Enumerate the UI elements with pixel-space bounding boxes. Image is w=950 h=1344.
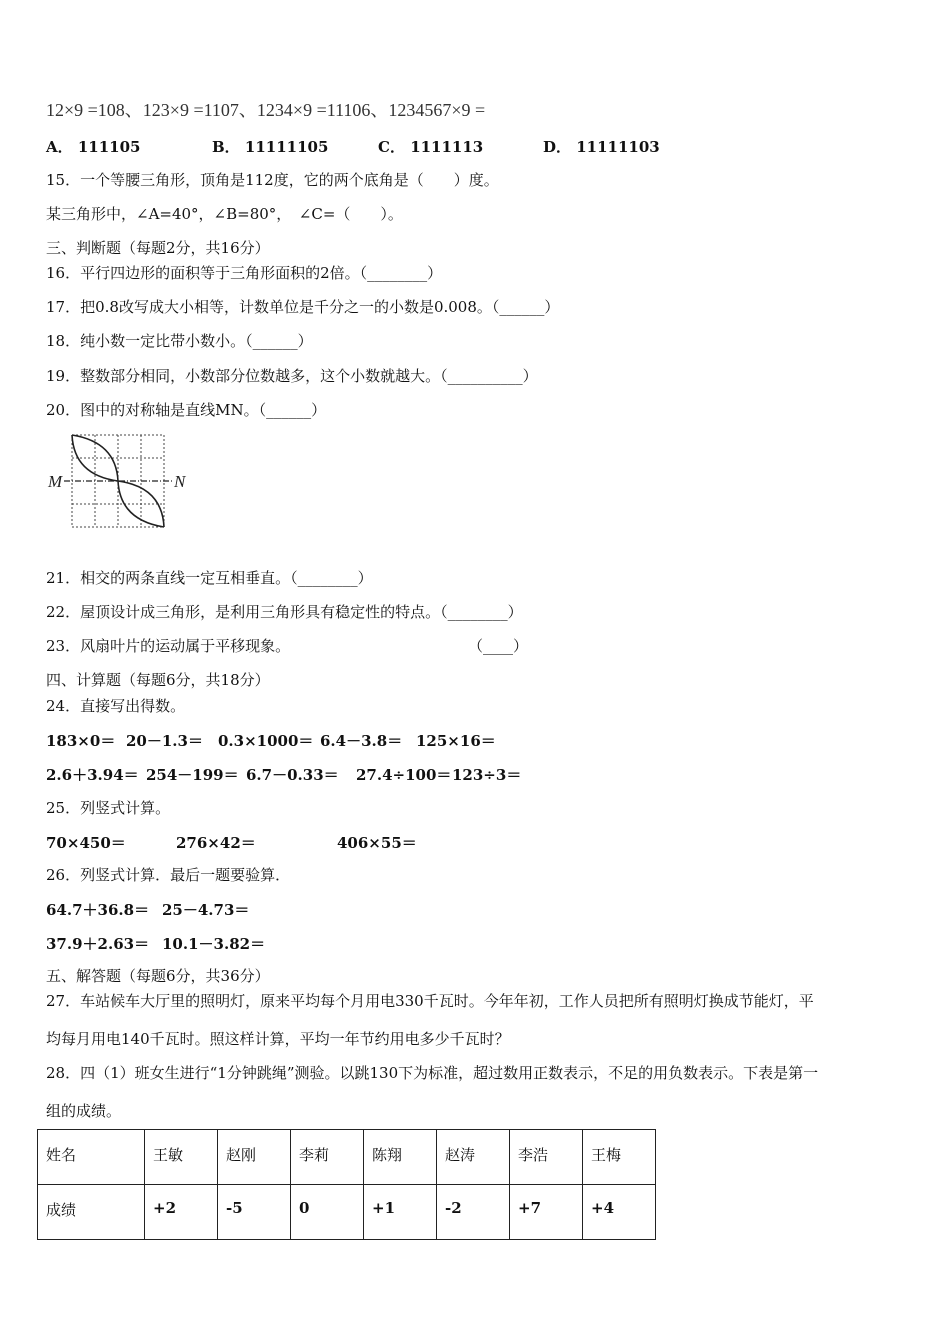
section-3-heading: 三、判断题（每题2分，共16分）: [46, 239, 270, 257]
scores-table: [37, 1129, 656, 1240]
calc-item: 254－199＝: [146, 766, 239, 784]
question-23-blank: （____）: [468, 637, 529, 655]
table-cell: 赵刚: [218, 1130, 291, 1185]
question-22: 22．屋顶设计成三角形，是利用三角形具有稳定性的特点。（________）: [46, 603, 523, 621]
question-15: 15．一个等腰三角形，顶角是112度，它的两个底角是（ ）度。: [46, 171, 499, 189]
question-19: 19．整数部分相同，小数部分位数越多，这个小数就越大。（__________）: [46, 367, 538, 385]
calc-item: 125×16＝: [416, 732, 496, 750]
calc-item: 2.6＋3.94＝: [46, 766, 139, 784]
question-27-line2: 均每月用电140千瓦时。照这样计算，平均一年节约用电多少千瓦时？: [46, 1030, 510, 1048]
calc-item: 0.3×1000＝: [218, 732, 314, 750]
calc-item: 276×42＝: [176, 834, 256, 852]
option-d: D． 11111103: [543, 138, 660, 156]
table-cell: 陈翔: [364, 1130, 437, 1185]
table-cell: +1: [364, 1185, 437, 1240]
table-cell: 赵涛: [437, 1130, 510, 1185]
question-28-line2: 组的成绩。: [46, 1102, 122, 1120]
section-5-heading: 五、解答题（每题6分，共36分）: [46, 967, 270, 985]
calc-item: 27.4÷100＝: [356, 766, 452, 784]
question-16: 16．平行四边形的面积等于三角形面积的2倍。（________）: [46, 264, 443, 282]
calc-item: 25－4.73＝: [162, 901, 250, 919]
table-cell: +4: [583, 1185, 656, 1240]
question-15b: 某三角形中，∠A=40°，∠B=80°， ∠C=（ ）。: [46, 205, 403, 223]
question-20: 20．图中的对称轴是直线MN。（______）: [46, 401, 327, 419]
question-26: 26．列竖式计算．最后一题要验算．: [46, 866, 291, 884]
symmetry-figure: [44, 430, 194, 530]
calc-item: 37.9＋2.63＝: [46, 935, 150, 953]
question-18: 18．纯小数一定比带小数小。（______）: [46, 332, 313, 350]
calc-item: 123÷3＝: [452, 766, 522, 784]
question-25: 25．列竖式计算。: [46, 799, 171, 817]
option-c: C． 1111113: [378, 138, 484, 156]
calc-item: 6.4－3.8＝: [320, 732, 403, 750]
calc-item: 406×55＝: [337, 834, 417, 852]
table-cell: 李浩: [510, 1130, 583, 1185]
calc-item: 10.1－3.82＝: [162, 935, 266, 953]
question-23: 23．风扇叶片的运动属于平移现象。: [46, 637, 291, 655]
table-cell: 成绩: [38, 1185, 145, 1240]
section-4-heading: 四、计算题（每题6分，共18分）: [46, 671, 270, 689]
calc-item: 20－1.3＝: [126, 732, 203, 750]
question-28-line1: 28．四（1）班女生进行“1分钟跳绳”测验。以跳130下为标准，超过数用正数表示，不足的用负数表示。下表是第一: [46, 1064, 819, 1082]
calc-item: 6.7－0.33＝: [246, 766, 339, 784]
option-b: B． 11111105: [212, 138, 329, 156]
question-17: 17．把0.8改写成大小相等，计数单位是千分之一的小数是0.008。（______）: [46, 298, 560, 316]
table-cell: 姓名: [38, 1130, 145, 1185]
table-cell: 王梅: [583, 1130, 656, 1185]
option-a: A． 111105: [46, 138, 141, 156]
table-cell: +7: [510, 1185, 583, 1240]
sequence-line: 12×9 =108、123×9 =1107、1234×9 =11106、1234567×9 =: [46, 100, 486, 120]
table-cell: 李莉: [291, 1130, 364, 1185]
label-n: N: [174, 472, 186, 491]
table-cell: 王敏: [145, 1130, 218, 1185]
calc-item: 64.7＋36.8＝: [46, 901, 150, 919]
calc-item: 70×450＝: [46, 834, 126, 852]
table-cell: -5: [218, 1185, 291, 1240]
question-21: 21．相交的两条直线一定互相垂直。（________）: [46, 569, 373, 587]
table-cell: -2: [437, 1185, 510, 1240]
calc-item: 183×0＝: [46, 732, 116, 750]
table-row: [38, 1185, 656, 1240]
table-row: [38, 1130, 656, 1185]
table-cell: +2: [145, 1185, 218, 1240]
label-m: M: [48, 472, 63, 491]
question-27-line1: 27．车站候车大厅里的照明灯，原来平均每个月用电330千瓦时。今年年初，工作人员把所有照明灯换成节能灯，平: [46, 992, 814, 1010]
table-cell: 0: [291, 1185, 364, 1240]
question-24: 24．直接写出得数。: [46, 697, 186, 715]
